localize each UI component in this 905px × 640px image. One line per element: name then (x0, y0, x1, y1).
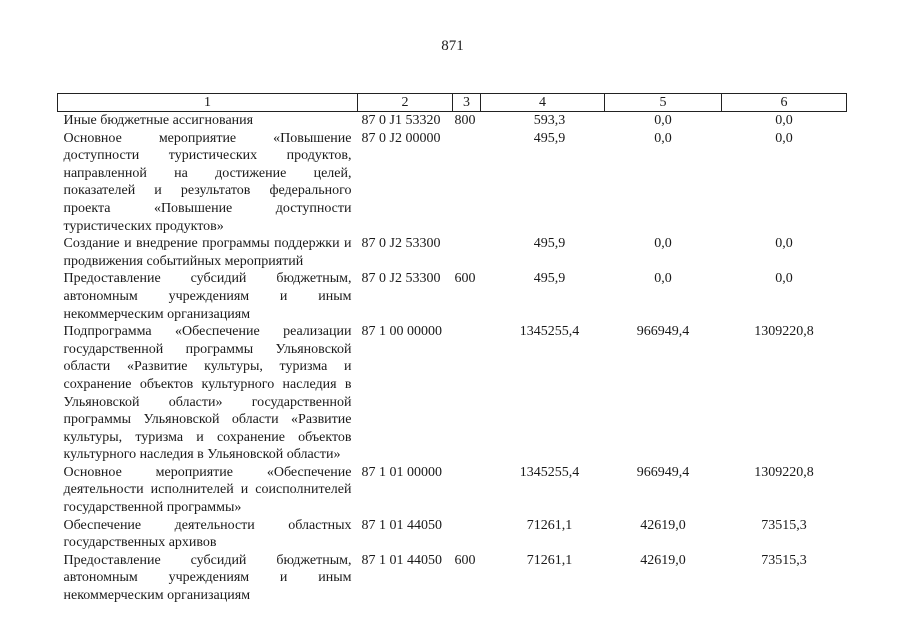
row-expense-type (453, 323, 481, 464)
row-code: 87 1 01 00000 (361, 464, 442, 480)
budget-table-container (57, 93, 846, 605)
row-code: 87 1 00 00000 (361, 324, 442, 340)
header-col-5: 5 (605, 94, 722, 112)
row-name: Основное мероприятие «Обеспечение деятельности исполнителей и соисполнителей государственной программы» (63, 464, 352, 516)
row-value-col6: 73515,3 (761, 552, 807, 568)
row-value-col5: 0,0 (654, 113, 672, 128)
table-row (58, 464, 847, 517)
header-col-2: 2 (358, 94, 453, 112)
row-code: 87 1 01 44050 (361, 517, 442, 533)
row-value-col4: 71261,1 (526, 517, 573, 533)
table-row (58, 552, 847, 605)
table-row (58, 112, 847, 130)
table-header (58, 94, 847, 112)
row-value-col5: 966949,4 (636, 464, 690, 480)
row-expense-type: 600 (454, 552, 476, 568)
table-row (58, 130, 847, 236)
row-name: Обеспечение деятельности областных государственных архивов (63, 517, 352, 551)
row-code: 87 1 01 44050 (361, 552, 442, 568)
table-row (58, 517, 847, 552)
row-code: 87 0 J2 00000 (361, 130, 441, 146)
row-value-col6: 1309220,8 (754, 324, 814, 340)
budget-table (57, 93, 847, 605)
row-value-col4: 71261,1 (526, 552, 573, 568)
table-body (58, 112, 847, 605)
row-name: Предоставление субсидий бюджетным, автономным учреждениям и иным некоммерческим организациям (63, 552, 352, 604)
row-expense-type: 800 (454, 113, 476, 128)
row-value-col4: 495,9 (533, 236, 566, 252)
row-value-col4: 495,9 (533, 271, 566, 287)
row-value-col5: 966949,4 (636, 324, 690, 340)
row-value-col5: 0,0 (654, 236, 672, 252)
row-expense-type (453, 130, 481, 236)
header-col-3: 3 (453, 94, 481, 112)
header-col-4: 4 (481, 94, 605, 112)
row-code: 87 0 J1 53320 (361, 113, 441, 128)
row-code: 87 0 J2 53300 (361, 271, 441, 287)
row-value-col6: 0,0 (775, 271, 793, 287)
header-col-6: 6 (722, 94, 847, 112)
row-value-col4: 593,3 (533, 113, 566, 128)
row-expense-type (453, 235, 481, 270)
row-value-col4: 1345255,4 (519, 324, 580, 340)
row-expense-type: 600 (454, 271, 476, 287)
row-value-col6: 0,0 (775, 236, 793, 252)
row-value-col6: 0,0 (775, 130, 793, 146)
page-number: 871 (441, 38, 464, 54)
row-value-col5: 42619,0 (640, 552, 686, 568)
table-row (58, 235, 847, 270)
header-col-1: 1 (58, 94, 358, 112)
row-name: Создание и внедрение программы поддержки и продвижения событийных мероприятий (63, 236, 352, 269)
row-name: Предоставление субсидий бюджетным, автономным учреждениям и иным некоммерческим организациям (63, 271, 352, 322)
table-row (58, 323, 847, 464)
row-value-col6: 0,0 (775, 113, 793, 128)
row-value-col5: 0,0 (654, 130, 672, 146)
row-code: 87 0 J2 53300 (361, 236, 441, 252)
row-value-col6: 73515,3 (761, 517, 807, 533)
row-value-col5: 0,0 (654, 271, 672, 287)
row-name: Основное мероприятие «Повышение доступности туристических продуктов, направленной на достижение целей, показателей и результатов федерального проекта «Повышение доступности туристических продуктов» (63, 130, 352, 234)
table-row (58, 270, 847, 323)
row-value-col4: 495,9 (533, 130, 566, 146)
row-expense-type (453, 464, 481, 517)
row-name: Подпрограмма «Обеспечение реализации государственной программы Ульяновской области «Развитие культуры, туризма и сохранение объектов культурного наследия в Ульяновской области» государственной программы Ульяновской области «Развитие культуры, туризма и сохранение объектов культурного наследия в Ульяновской области» (63, 324, 352, 463)
row-name: Иные бюджетные ассигнования (63, 113, 254, 128)
header-row (58, 94, 847, 112)
row-value-col6: 1309220,8 (754, 464, 814, 480)
row-value-col4: 1345255,4 (519, 464, 580, 480)
row-value-col5: 42619,0 (640, 517, 686, 533)
row-expense-type (453, 517, 481, 552)
